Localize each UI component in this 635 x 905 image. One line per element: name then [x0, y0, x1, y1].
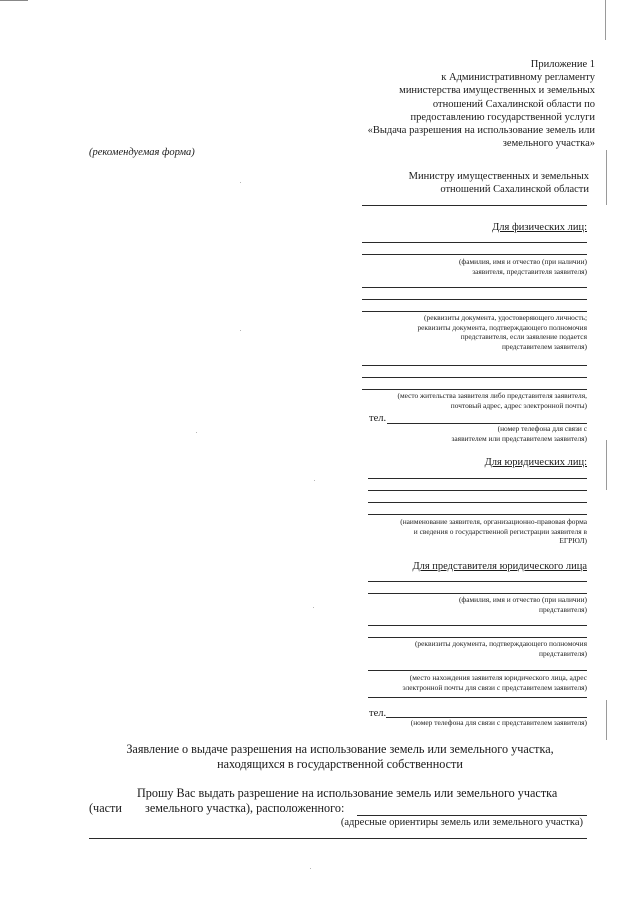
individuals-doc-caption — [347, 313, 587, 351]
application-body-part: земельного участка), расположенного: — [145, 801, 345, 815]
appendix-block — [295, 58, 595, 150]
application-body-line: Прошу Вас выдать разрешение на использование земель или земельного участка — [137, 786, 558, 800]
application-title — [60, 742, 620, 772]
caption-line: ЕГРЮЛ) — [559, 536, 587, 546]
fill-line[interactable] — [362, 242, 587, 243]
scan-edge-line — [605, 0, 606, 40]
appendix-line: «Выдача разрешения на использование земель или — [367, 125, 595, 137]
application-title-line: находящихся в государственной собственности — [217, 757, 463, 771]
scan-speck — [313, 607, 314, 608]
caption-line: реквизиты документа, подтверждающего полномочия — [417, 322, 587, 332]
appendix-line: земельного участка» — [502, 138, 595, 150]
addressee-line: Министру имущественных и земельных — [408, 171, 589, 182]
fill-line[interactable] — [362, 311, 587, 312]
appendix-title: Приложение 1 — [530, 59, 595, 70]
individuals-tel-caption — [347, 424, 587, 443]
caption-line: представителя) — [539, 648, 587, 658]
scan-speck — [310, 868, 311, 869]
individuals-address-caption — [327, 391, 587, 410]
legal-representative-tel-caption: (номер телефона для связи с представителем заявителя) — [410, 718, 587, 727]
fill-line[interactable] — [368, 581, 587, 582]
caption-line: почтовый адрес, адрес электронной почты) — [450, 400, 587, 410]
caption-line: (номер телефона для связи с — [497, 424, 587, 433]
legal-representative-address-caption — [327, 673, 587, 692]
application-address-caption: (адресные ориентиры земель или земельного участка) — [340, 817, 583, 828]
scan-edge-line — [606, 700, 607, 740]
legal-representative-doc-caption — [347, 639, 587, 658]
application-title-line: Заявление о выдаче разрешения на использование земель или земельного участка, — [126, 742, 554, 756]
individuals-heading: Для физических лиц: — [492, 222, 587, 233]
individuals-tel-label: тел. — [369, 413, 387, 424]
fill-line[interactable] — [362, 254, 587, 255]
fill-line[interactable] — [368, 478, 587, 479]
scan-speck — [196, 432, 197, 433]
individuals-name-caption — [347, 257, 587, 276]
legal-representative-tel-label: тел. — [369, 708, 387, 719]
scan-speck — [240, 182, 241, 183]
fill-line[interactable] — [368, 502, 587, 503]
caption-line: представителем заявителя) — [501, 341, 587, 351]
fill-line[interactable] — [368, 670, 587, 671]
caption-line: электронной почты для связи с представителем заявителя) — [402, 682, 587, 692]
fill-line[interactable] — [362, 389, 587, 390]
fill-line[interactable] — [368, 625, 587, 626]
scan-speck — [314, 480, 315, 481]
fill-line[interactable] — [362, 299, 587, 300]
legal-representative-heading: Для представителя юридического лица — [412, 561, 587, 572]
addressee-block — [289, 170, 589, 196]
fill-line[interactable] — [368, 593, 587, 594]
fill-line[interactable] — [368, 697, 587, 698]
appendix-line: к Административному регламенту — [441, 72, 595, 84]
legal-entities-heading: Для юридических лиц: — [484, 457, 587, 468]
scan-edge-line — [606, 150, 607, 205]
caption-line: (место жительства заявителя либо представителя заявителя, — [397, 391, 587, 400]
scan-edge-mark — [0, 0, 28, 1]
caption-line: заявителем или представителем заявителя) — [451, 433, 587, 443]
fill-line[interactable] — [362, 377, 587, 378]
fill-line[interactable] — [362, 287, 587, 288]
caption-line: представителя) — [539, 604, 587, 614]
recommended-form-label: (рекомендуемая форма) — [89, 147, 195, 158]
scan-edge-line — [606, 440, 607, 490]
caption-line: (место нахождения заявителя юридического лица, адрес — [409, 673, 587, 682]
addressee-line: отношений Сахалинской области — [440, 184, 589, 196]
address-fill-line-2[interactable] — [89, 838, 587, 839]
fill-line[interactable] — [368, 637, 587, 638]
caption-line: (реквизиты документа, удостоверяющего личность; — [424, 313, 587, 322]
caption-line: и сведения о государственной регистрации заявителя в — [413, 526, 587, 536]
caption-line: (фамилия, имя и отчество (при наличии) — [458, 257, 587, 266]
appendix-line: предоставлению государственной услуги — [410, 111, 595, 123]
appendix-line: отношений Сахалинской области по — [432, 98, 595, 110]
fill-line[interactable] — [368, 490, 587, 491]
caption-line: представителя, если заявление подается — [460, 332, 587, 342]
caption-line: (фамилия, имя и отчество (при наличии) — [458, 595, 587, 604]
caption-line: (наименование заявителя, организационно-правовая форма — [400, 517, 587, 526]
scan-speck — [240, 330, 241, 331]
fill-line[interactable] — [362, 365, 587, 366]
fill-line[interactable] — [368, 514, 587, 515]
legal-entities-caption — [327, 517, 587, 546]
legal-representative-name-caption — [347, 595, 587, 614]
fill-line[interactable] — [362, 205, 587, 206]
caption-line: заявителя, представителя заявителя) — [472, 266, 587, 276]
appendix-line: министерства имущественных и земельных — [399, 85, 595, 97]
caption-line: (реквизиты документа, подтверждающего полномочия — [414, 639, 587, 648]
application-body-part: (части — [89, 801, 122, 815]
